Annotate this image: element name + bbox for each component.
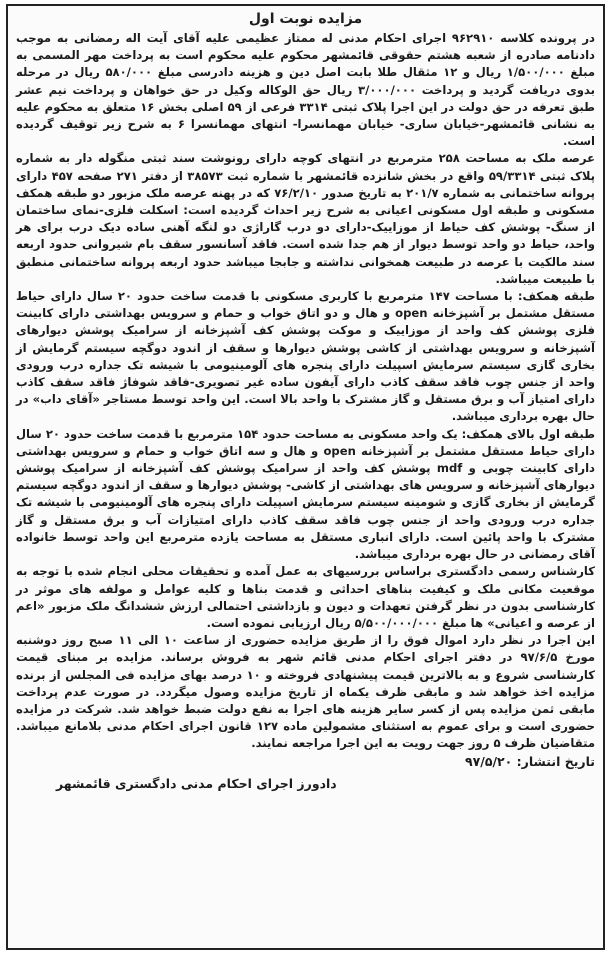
property-paragraph: عرصه ملک به مساحت ۲۵۸ مترمربع در انتهای کوچه دارای رونوشت سند ثبتی منگوله دار به شماره پلاک ثبتی ۵۹/۳۳۱۴ واقع در بخش شانزده قائمشهر با شماره ثبت ۳۸۵۷۳ از دفتر ۲۷۱ صفحه ۴۵۷ دارای پروانه ساختمانی به شماره ۲۰۱/۷ به تاریخ صدور ۷۶/۲/۱۰ که در پهنه عرصه ملک مزبور دو طبقه همکف مسکونی و طبقه اول مسکونی اعیانی به شرح زیر احداث گردیده است: اسکلت فلزی-نمای ساختمان از سنگ- پوشش کف حیاط از موزاییک-دارای دو درب گاراژی دو لنگه آهنی ساده دیک درب برای هر واحد، حیاط دو واحد توسط دیوار از هم جدا شده است. فاقد آسانسور سقف بام شیروانی حدود اربعه سند مالکیت با عرصه در طبیعت همخوانی نداشته و جابجا میباشد حدود اربعه پروانه ساختمانی منطبق با طبیعت میباشد. bbox=[16, 151, 596, 286]
appraisal-paragraph: کارشناس رسمی دادگستری براساس بررسیهای به عمل آمده و تحقیقات محلی انجام شده با توجه به موقعیت مکانی ملک و کیفیت بناهای احداثی و قدمت بناها و کلیه عوامل و مولفه های موثر در کارشناسی بدون در نظر گرفتن تعهدات و دیون و بازداشتی احتمالی ارزش ششدانگ ملک مزبور «اعم از عرصه و اعیانی» ها مبلغ ۵/۵۰۰/۰۰۰/۰۰۰ ریال ارزیابی نموده است. bbox=[16, 564, 595, 630]
case-paragraph: در پرونده کلاسه ۹۶۲۹۱۰ اجرای احکام مدنی له ممتاز عظیمی علیه آقای آیت اله رمضانی به موجب دادنامه صادره از شعبه هشتم حقوقی قائمشهر محکوم علیه محکوم است به پرداخت مهر المسمی به مبلغ ۱/۵۰۰/۰۰۰ ریال و ۱۲ مثقال طلا بابت اصل دین و هزینه دادرسی مبلغ ۵۸۰/۰۰۰ ریال در مرحله بدوی دریافت گردید و پرداخت ۳/۰۰۰/۰۰۰ ریال حق الوکاله وکیل در حق خواهان و پرداخت نیم عشر طبق تعرفه در حق دولت در این اجرا پلاک ثبتی ۳۳۱۴ فرعی از ۵۹ اصلی بخش ۱۶ متعلق به محکوم علیه به نشانی قائمشهر-خیابان ساری- خیابان مهمانسرا- انتهای مهمانسرا ۶ به شرح زیر توقیف گردیده است. bbox=[16, 31, 596, 149]
auction-notice bbox=[6, 4, 605, 950]
publish-date: تاریخ انتشار: ۹۷/۵/۲۰ bbox=[465, 753, 595, 769]
first-floor-paragraph: طبقه اول بالای همکف: یک واحد مسکونی به مساحت حدود ۱۵۴ مترمربع با قدمت ساخت حدود ۲۰ سال دارای حیاط مستقل مشتمل بر آشپزخانه open و هال و سه اتاق خواب و حمام و سرویس بهداشتی دارای کابینت چوبی و mdf پوشش کف واحد از سرامیک پوشش کف آشپزخانه از سرامیک پوشش دیوارهای آشپزخانه و سرویس های بهداشتی از کاشی- پوشش دیوارها و سقف از اندود دوگچه سیستم گرمایش از بخاری گازی و شومینه سیستم سرمایش اسپیلت دارای پنجره های آلومینیومی با شیشه تک جداره درب ورودی واحد از جنس چوب فاقد سقف کاذب دارای امتیازات آب و برق مستقل و گاز مشترک با واحد پائین است. دارای انباری مستقل به مساحت یازده مترمربع این واحد توسط خانواده آقای رمضانی در حال بهره برداری میباشد. bbox=[16, 426, 596, 562]
ground-floor-paragraph: طبقه همکف: با مساحت ۱۴۷ مترمربع با کاربری مسکونی با قدمت ساخت حدود ۲۰ سال دارای حیاط مستقل مشتمل بر آشپزخانه open و هال و دو اتاق خواب و حمام و سرویس بهداشتی دارای کابینت فلزی پوشش کف واحد از موزاییک و موکت پوشش کف آشپزخانه از سرامیک پوشش دیوارهای آشپزخانه و سرویس بهداشتی از کاشی پوشش دیوارها و سقف از اندود دوگچه سیستم گرمایش از بخاری گازی سیستم سرمایش اسپیلت دارای پنجره های آلومینیومی با شیشه تک جداره درب ورودی واحد از جنس چوب فاقد سقف کاذب دارای آیفون ساده غیر تصویری-فاقد شوفاژ فاقد سقف کاذب دارای امتیاز آب و برق مستقل و گاز مشترک با واحد بالا است. این واحد توسط مستاجر «آقای داب» در حال بهره برداری میباشد. bbox=[16, 289, 596, 424]
notice-title: مزایده نوبت اول bbox=[248, 11, 363, 27]
signature-line: دادورز اجرای احکام مدنی دادگستری قائمشهر bbox=[56, 775, 337, 791]
auction-terms-paragraph: این اجرا در نظر دارد اموال فوق را از طریق مزایده حضوری از ساعت ۱۰ الی ۱۱ صبح روز دوشنبه مورخ ۹۷/۶/۵ در دفتر اجرای احکام مدنی قائم شهر به فروش برساند. مزایده بر مبنای قیمت کارشناسی شروع و به بالاترین قیمت پیشنهادی فروخته و ۱۰ درصد بهای مزایده فی المجلس از برنده مزایده اخذ خواهد شد و مابقی ظرف یکماه از تاریخ مزایده وصول میگردد. در صورت عدم پرداخت مابقی ثمن مزایده پس از کسر سایر هزینه های اجرا به نفع دولت ضبط خواهد شد. شرکت در مزایده حضوری است و برای عموم به استثنای مشمولین ماده ۱۲۷ قانون اجرای احکام مدنی بلامانع میباشد. متقاضیان ظرف ۵ روز جهت رویت به این اجرا مراجعه نمایند. bbox=[16, 633, 596, 751]
